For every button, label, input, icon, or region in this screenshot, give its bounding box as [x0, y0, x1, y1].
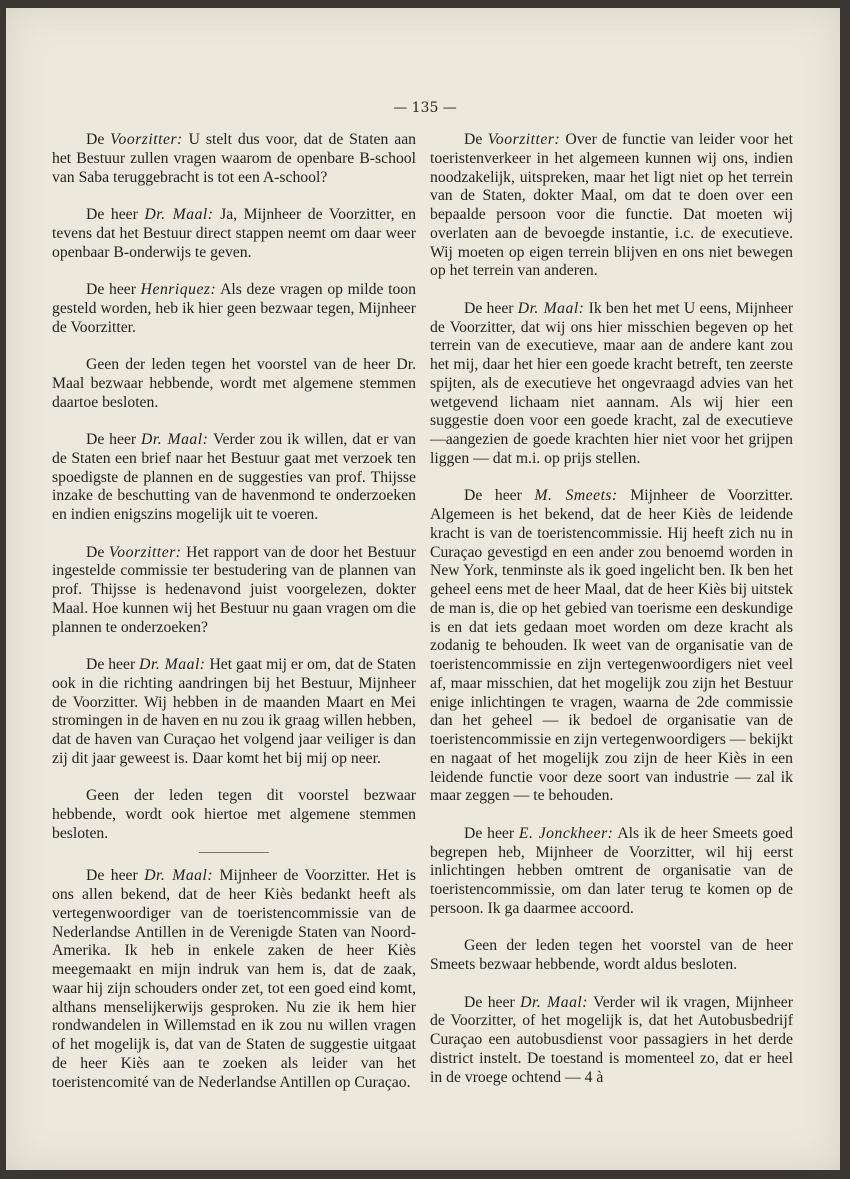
speaker-name: Voorzitter:: [487, 131, 561, 148]
paragraph: De heer Dr. Maal: Ik ben het met U eens, Mijnheer de Voorzitter, dat wij ons hier misschien begeven op het terrein van de executieve, maar aan de andere kant zou het mij, daar het hier een goede kracht betreft, ten zeerste spijten, als de executieve het ongevraagd advies van het wetgevend lichaam niet aannam. Als wij hier een suggestie doen voor een goede kracht, zal de executieve —aangezien de goede krachten hier niet voor het grijpen liggen — dat m.i. op prijs stellen.: [430, 299, 793, 467]
paragraph: De heer Dr. Maal: Verder wil ik vragen, Mijnheer de Voorzitter, of het mogelijk is, dat het Autobusbedrijf Curaçao een autobusdienst voor passagiers in het derde district instelt. De toestand is momenteel zo, dat er heel in de vroege ochtend — 4 à: [430, 993, 793, 1086]
paragraph: De heer E. Jonckheer: Als ik de heer Smeets goed begrepen heb, Mijnheer de Voorzitter, wil hij eerst inlichtingen hebben omtrent de organisatie van de toeristencommissie, om dan later terug te komen op de persoon. Ik ga daarmee accoord.: [430, 824, 793, 917]
speaker-name: Henriquez:: [140, 281, 217, 298]
speaker-name: Voorzitter:: [110, 131, 183, 148]
paragraph: De heer Dr. Maal: Mijnheer de Voorzitter. Het is ons allen bekend, dat de heer Kiès bedankt heeft als vertegenwoordiger van de toeristencommissie van de Nederlandse Antillen in de Verenigde Staten van Noord-Amerika. Ik heb in enkele zaken de heer Kiès meegemaakt en mijn indruk van hem is, dat de zaak, waar hij zijn schouders onder zet, tot een goed eind komt, althans menselijkerwijs gesproken. Nu zie ik hem hier rondwandelen in Willemstad en ik zou nu willen vragen of het mogelijk is, dat van de Staten de suggestie uitgaat de heer Kiès aan te zoeken als leider van het toeristencomité van de Nederlandse Antillen op Curaçao.: [52, 867, 416, 1091]
page-number: — 135 —: [393, 100, 457, 116]
section-divider: [199, 852, 269, 853]
paragraph: De heer Henriquez: Als deze vragen op milde toon gesteld worden, heb ik hier geen bezwaar tegen, Mijnheer de Voorzitter.: [52, 281, 416, 336]
speaker-name: Voorzitter:: [108, 543, 182, 561]
paragraph: De Voorzitter: U stelt dus voor, dat de Staten aan het Bestuur zullen vragen waarom de openbare B-school van Saba teruggebracht is tot een A-school?: [52, 131, 417, 186]
paragraph: Geen der leden tegen het voorstel van de heer Dr. Maal bezwaar hebbende, wordt met algemene stemmen daartoe besloten.: [52, 356, 416, 411]
speaker-name: Dr. Maal:: [517, 299, 585, 317]
paragraph: De heer Dr. Maal: Verder zou ik willen, dat er van de Staten een brief naar het Bestuur gaat met verzoek ten spoedigste de plannen en de suggesties van prof. Thijsse inzake de beschutting van de havenmond te onderzoeken en indien enigszins mogelijk uit te voeren.: [52, 431, 416, 523]
speaker-name: M. Smeets:: [534, 487, 618, 505]
right-column: [430, 131, 793, 1106]
speaker-name: Dr. Maal:: [144, 867, 214, 885]
speaker-name: E. Jonckheer:: [518, 824, 614, 842]
speaker-name: Dr. Maal:: [520, 993, 588, 1011]
speaker-name: Dr. Maal:: [144, 206, 214, 223]
paragraph: De Voorzitter: Over de functie van leider voor het toeristenverkeer in het algemeen kunnen wij ons, indien noodzakelijk, uitspreken, maar het ligt niet op het terrein van de Staten, dokter Maal, om dat te doen over een bepaalde persoon voor die functie. Dat moeten wij overlaten aan de bevoegde instantie, i.c. de executieve. Wij moeten op eigen terrein blijven en ons niet bewegen op het terrein van anderen.: [430, 131, 793, 280]
paragraph: De heer Dr. Maal: Het gaat mij er om, dat de Staten ook in die richting aandringen bij het Bestuur, Mijnheer de Voorzitter. Wij hebben in de maanden Maart en Mei stromingen in de haven en nu zou ik graag willen hebben, dat de haven van Curaçao het volgend jaar veiliger is dan zij dit jaar geweest is. Daar komt het bij mij op neer.: [52, 656, 416, 767]
paragraph: De Voorzitter: Het rapport van de door het Bestuur ingestelde commissie ter bestudering van de plannen van prof. Thijsse is hedenavond juist voorgelezen, dokter Maal. Hoe kunnen wij het Bestuur nu gaan vragen om die plannen te onderzoeken?: [52, 543, 416, 636]
paragraph: Geen der leden tegen het voorstel van de heer Smeets bezwaar hebbende, wordt aldus besloten.: [430, 937, 793, 973]
paragraph: De heer Dr. Maal: Ja, Mijnheer de Voorzitter, en tevens dat het Bestuur direct stappen neemt om daar weer openbaar B-onderwijs te geven.: [52, 206, 416, 261]
left-column: [52, 131, 416, 1111]
speaker-name: Dr. Maal:: [141, 431, 209, 448]
paragraph: Geen der leden tegen dit voorstel bezwaar hebbende, wordt ook hiertoe met algemene stemmen besloten.: [52, 787, 416, 842]
paragraph: De heer M. Smeets: Mijnheer de Voorzitter. Algemeen is het bekend, dat de heer Kiès de leidende kracht is van de toeristencommissie. Hij heeft zich nu in Curaçao gevestigd en een ander zou benoemd worden in New York, tenminste als ik goed ingelicht ben. Ik ben het geheel eens met de heer Maal, dat de heer Kiès bij uitstek de man is, die op het gebied van toerisme een deskundige is en dat iets gedaan moet worden om deze kracht als zodanig te behouden. Ik weet van de organisatie van de toeristencommissie en zijn vertegenwoordigers niet veel af, maar misschien, dat het mogelijk zou zijn het Bestuur enige inlichtingen te vragen, waarna de 2de commissie dan het geheel — ik bedoel de organisatie van de toeristencommissie en zijn vertegenwoordigers — bekijkt en nagaat of het mogelijk zou zijn de heer Kiès in een leidende functie voor deze soort van industrie — zal ik maar zeggen — te behouden.: [430, 487, 793, 805]
speaker-name: Dr. Maal:: [139, 656, 206, 673]
